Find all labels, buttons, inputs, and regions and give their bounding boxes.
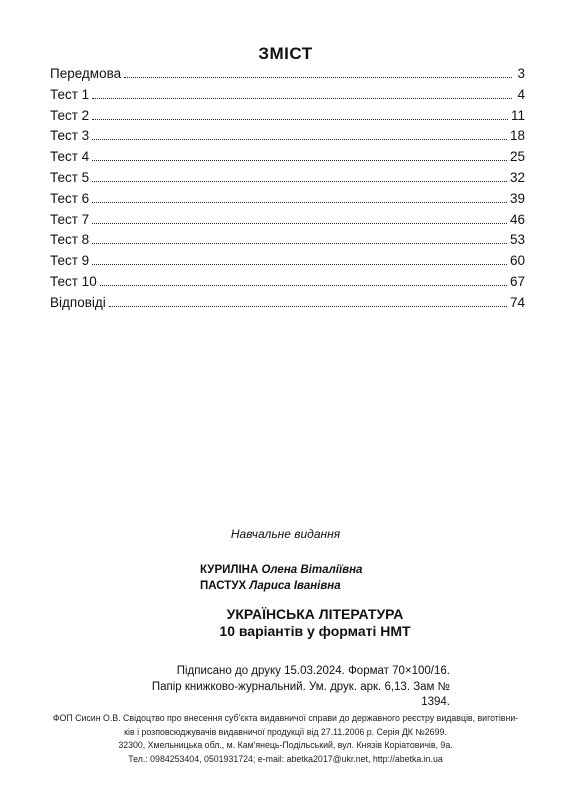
- toc-leader-dots: [92, 263, 507, 265]
- toc-entry-label: Відповіді: [50, 294, 106, 310]
- author-surname: КУРИЛІНА: [200, 564, 259, 576]
- toc-entry-label: Тест 7: [50, 211, 90, 227]
- toc-entry-page: 3: [517, 66, 525, 81]
- table-of-contents: [50, 64, 525, 314]
- publisher-address: 32300, Хмельницька обл., м. Кам'янець-Подільський, вул. Князів Коріатовичів, 9а.: [118, 740, 453, 750]
- toc-entry-page: 67: [509, 273, 525, 289]
- toc-leader-dots: [92, 138, 507, 140]
- toc-entry-label: Тест 6: [50, 190, 90, 206]
- author: [200, 562, 460, 578]
- author-given-name: Олена Віталіївна: [261, 564, 363, 576]
- toc-entry-label: Передмова: [50, 66, 122, 81]
- toc-leader-dots: [92, 118, 508, 120]
- toc-entry-label: Тест 1: [50, 86, 90, 102]
- toc-entry: [50, 85, 525, 106]
- toc-leader-dots: [100, 284, 507, 286]
- toc-leader-dots: [92, 222, 507, 224]
- toc-entry-page: 25: [509, 149, 525, 165]
- publisher-line: ФОП Сисин О.В. Свідоцтво про внесення суб'єкта видавничої справи до державного реєстру видавців, виготівни-: [52, 713, 519, 723]
- edition-type: Навчальне видання: [230, 527, 341, 541]
- toc-entry: [50, 210, 525, 231]
- toc-entry-label: Тест 9: [50, 253, 90, 269]
- author-given-name: Лариса Іванівна: [249, 580, 341, 592]
- toc-entry: [50, 189, 525, 210]
- toc-entry: [50, 293, 525, 314]
- toc-entry: [50, 272, 525, 293]
- toc-entry-label: Тест 10: [50, 273, 97, 289]
- toc-leader-dots: [92, 97, 512, 99]
- author-surname: ПАСТУХ: [200, 580, 247, 592]
- toc-entry-label: Тест 5: [50, 169, 90, 185]
- toc-leader-dots: [109, 305, 507, 307]
- publisher-info: [20, 712, 551, 766]
- author: [200, 578, 460, 594]
- toc-leader-dots: [92, 242, 507, 244]
- book-title-block: [195, 606, 435, 640]
- toc-leader-dots: [92, 159, 507, 161]
- toc-entry: [50, 64, 525, 85]
- toc-entry-page: 46: [509, 211, 525, 227]
- book-subtitle: 10 варіантів у форматі НМТ: [219, 623, 411, 639]
- toc-leader-dots: [124, 76, 512, 78]
- toc-entry-page: 53: [509, 232, 525, 248]
- toc-entry-page: 74: [509, 294, 525, 310]
- toc-entry-page: 11: [510, 107, 525, 123]
- toc-entry: [50, 251, 525, 272]
- toc-entry-label: Тест 8: [50, 232, 90, 248]
- print-details-line: Підписано до друку 15.03.2024. Формат 70×100/16.: [176, 665, 450, 677]
- toc-entry-page: 39: [509, 190, 525, 206]
- book-title: УКРАЇНСЬКА ЛІТЕРАТУРА: [226, 606, 404, 622]
- toc-leader-dots: [92, 201, 507, 203]
- toc-entry: [50, 230, 525, 251]
- toc-entry-label: Тест 3: [50, 128, 90, 144]
- author-list: [200, 562, 460, 594]
- toc-entry: [50, 168, 525, 189]
- publisher-line: ків і розповсюджувачів видавничої продукції від 27.11.2006 р. Серія ДК №2699.: [124, 726, 447, 737]
- toc-leader-dots: [92, 180, 507, 182]
- toc-entry: [50, 106, 525, 127]
- toc-entry-page: 4: [517, 86, 525, 102]
- publisher-contacts: Тел.: 0984253404, 0501931724; e-mail: abetka2017@ukr.net, http://abetka.in.ua: [128, 753, 443, 764]
- toc-entry: [50, 126, 525, 147]
- print-details: [130, 664, 450, 711]
- toc-entry-label: Тест 4: [50, 149, 90, 165]
- toc-entry: [50, 147, 525, 168]
- toc-entry-page: 32: [509, 169, 525, 185]
- print-details-line: Папір книжково-журнальний. Ум. друк. арк. 6,13. Зам № 1394.: [151, 680, 450, 708]
- toc-entry-page: 60: [509, 253, 525, 269]
- toc-entry-label: Тест 2: [50, 107, 90, 123]
- toc-entry-page: 18: [509, 128, 525, 144]
- toc-title: ЗМІСТ: [258, 44, 313, 63]
